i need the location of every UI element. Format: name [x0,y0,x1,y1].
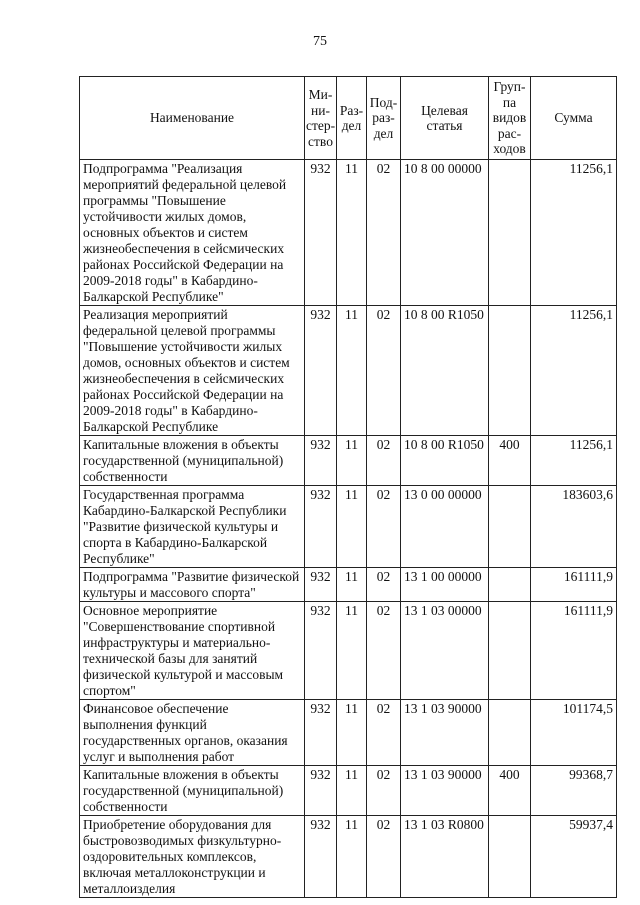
header-group: Груп- па видов рас- ходов [489,77,531,160]
table-row [80,486,617,568]
budget-table [79,76,617,898]
row-subsection: 02 [367,816,401,898]
row-expense-group [489,160,531,306]
row-subsection: 02 [367,602,401,700]
row-subsection: 02 [367,700,401,766]
row-ministry: 932 [305,306,337,436]
header-row [80,77,617,160]
row-sum: 11256,1 [531,306,617,436]
row-name: Реализация мероприятий федеральной целевой программы "Повышение устойчивости жилых домов, основных объектов и систем жизнеобеспечения в сейсмических районах Российской Федерации на 2009-2018 годы" в Кабардино-Балкарской Республике [80,306,305,436]
row-expense-group [489,306,531,436]
row-subsection: 02 [367,160,401,306]
row-ministry: 932 [305,160,337,306]
table-row [80,816,617,898]
row-name: Подпрограмма "Развитие физической культуры и массового спорта" [80,568,305,602]
row-section: 11 [337,568,367,602]
row-target-code: 13 0 00 00000 [401,486,489,568]
row-sum: 161111,9 [531,602,617,700]
table-row [80,602,617,700]
row-subsection: 02 [367,568,401,602]
row-sum: 183603,6 [531,486,617,568]
row-name: Капитальные вложения в объекты государственной (муниципальной) собственности [80,766,305,816]
table-row [80,568,617,602]
row-ministry: 932 [305,436,337,486]
table-row [80,436,617,486]
row-ministry: 932 [305,766,337,816]
row-subsection: 02 [367,766,401,816]
row-sum: 99368,7 [531,766,617,816]
row-target-code: 13 1 03 00000 [401,602,489,700]
table-row [80,160,617,306]
row-ministry: 932 [305,816,337,898]
row-name: Государственная программа Кабардино-Балкарской Республики "Развитие физической культуры и спорта в Кабардино-Балкарской Республике" [80,486,305,568]
row-target-code: 13 1 00 00000 [401,568,489,602]
row-expense-group [489,568,531,602]
row-ministry: 932 [305,700,337,766]
row-target-code: 10 8 00 R1050 [401,306,489,436]
row-ministry: 932 [305,568,337,602]
row-target-code: 10 8 00 R1050 [401,436,489,486]
row-section: 11 [337,436,367,486]
row-expense-group [489,602,531,700]
header-section: Раз- дел [337,77,367,160]
row-section: 11 [337,486,367,568]
row-section: 11 [337,306,367,436]
row-sum: 59937,4 [531,816,617,898]
row-name: Капитальные вложения в объекты государственной (муниципальной) собственности [80,436,305,486]
row-subsection: 02 [367,486,401,568]
row-expense-group [489,700,531,766]
row-section: 11 [337,816,367,898]
row-expense-group [489,486,531,568]
row-subsection: 02 [367,306,401,436]
header-ministry: Ми- ни- стер- ство [305,77,337,160]
row-expense-group: 400 [489,766,531,816]
row-expense-group: 400 [489,436,531,486]
row-sum: 101174,5 [531,700,617,766]
header-name: Наименование [80,77,305,160]
table-row [80,306,617,436]
row-sum: 161111,9 [531,568,617,602]
row-section: 11 [337,700,367,766]
row-target-code: 10 8 00 00000 [401,160,489,306]
row-section: 11 [337,602,367,700]
row-sum: 11256,1 [531,436,617,486]
header-target: Целевая статья [401,77,489,160]
row-ministry: 932 [305,602,337,700]
table-row [80,766,617,816]
header-sum: Сумма [531,77,617,160]
row-target-code: 13 1 03 90000 [401,700,489,766]
row-name: Подпрограмма "Реализация мероприятий федеральной целевой программы "Повышение устойчивости жилых домов, основных объектов и систем жизнеобеспечения в сейсмических районах Российской Федерации на 2009-2018 годы" в Кабардино-Балкарской Республике" [80,160,305,306]
row-name: Приобретение оборудования для быстровозводимых физкультурно-оздоровительных комплексов, включая металлоконструкции и металлоизделия [80,816,305,898]
row-section: 11 [337,766,367,816]
row-target-code: 13 1 03 90000 [401,766,489,816]
row-target-code: 13 1 03 R0800 [401,816,489,898]
row-sum: 11256,1 [531,160,617,306]
row-ministry: 932 [305,486,337,568]
row-expense-group [489,816,531,898]
header-subsection: Под- раз- дел [367,77,401,160]
row-name: Финансовое обеспечение выполнения функций государственных органов, оказания услуг и выполнения работ [80,700,305,766]
row-section: 11 [337,160,367,306]
row-subsection: 02 [367,436,401,486]
table-row [80,700,617,766]
row-name: Основное мероприятие "Совершенствование спортивной инфраструктуры и материально-технической базы для занятий физической культурой и массовым спортом" [80,602,305,700]
page-number: 75 [313,34,327,49]
